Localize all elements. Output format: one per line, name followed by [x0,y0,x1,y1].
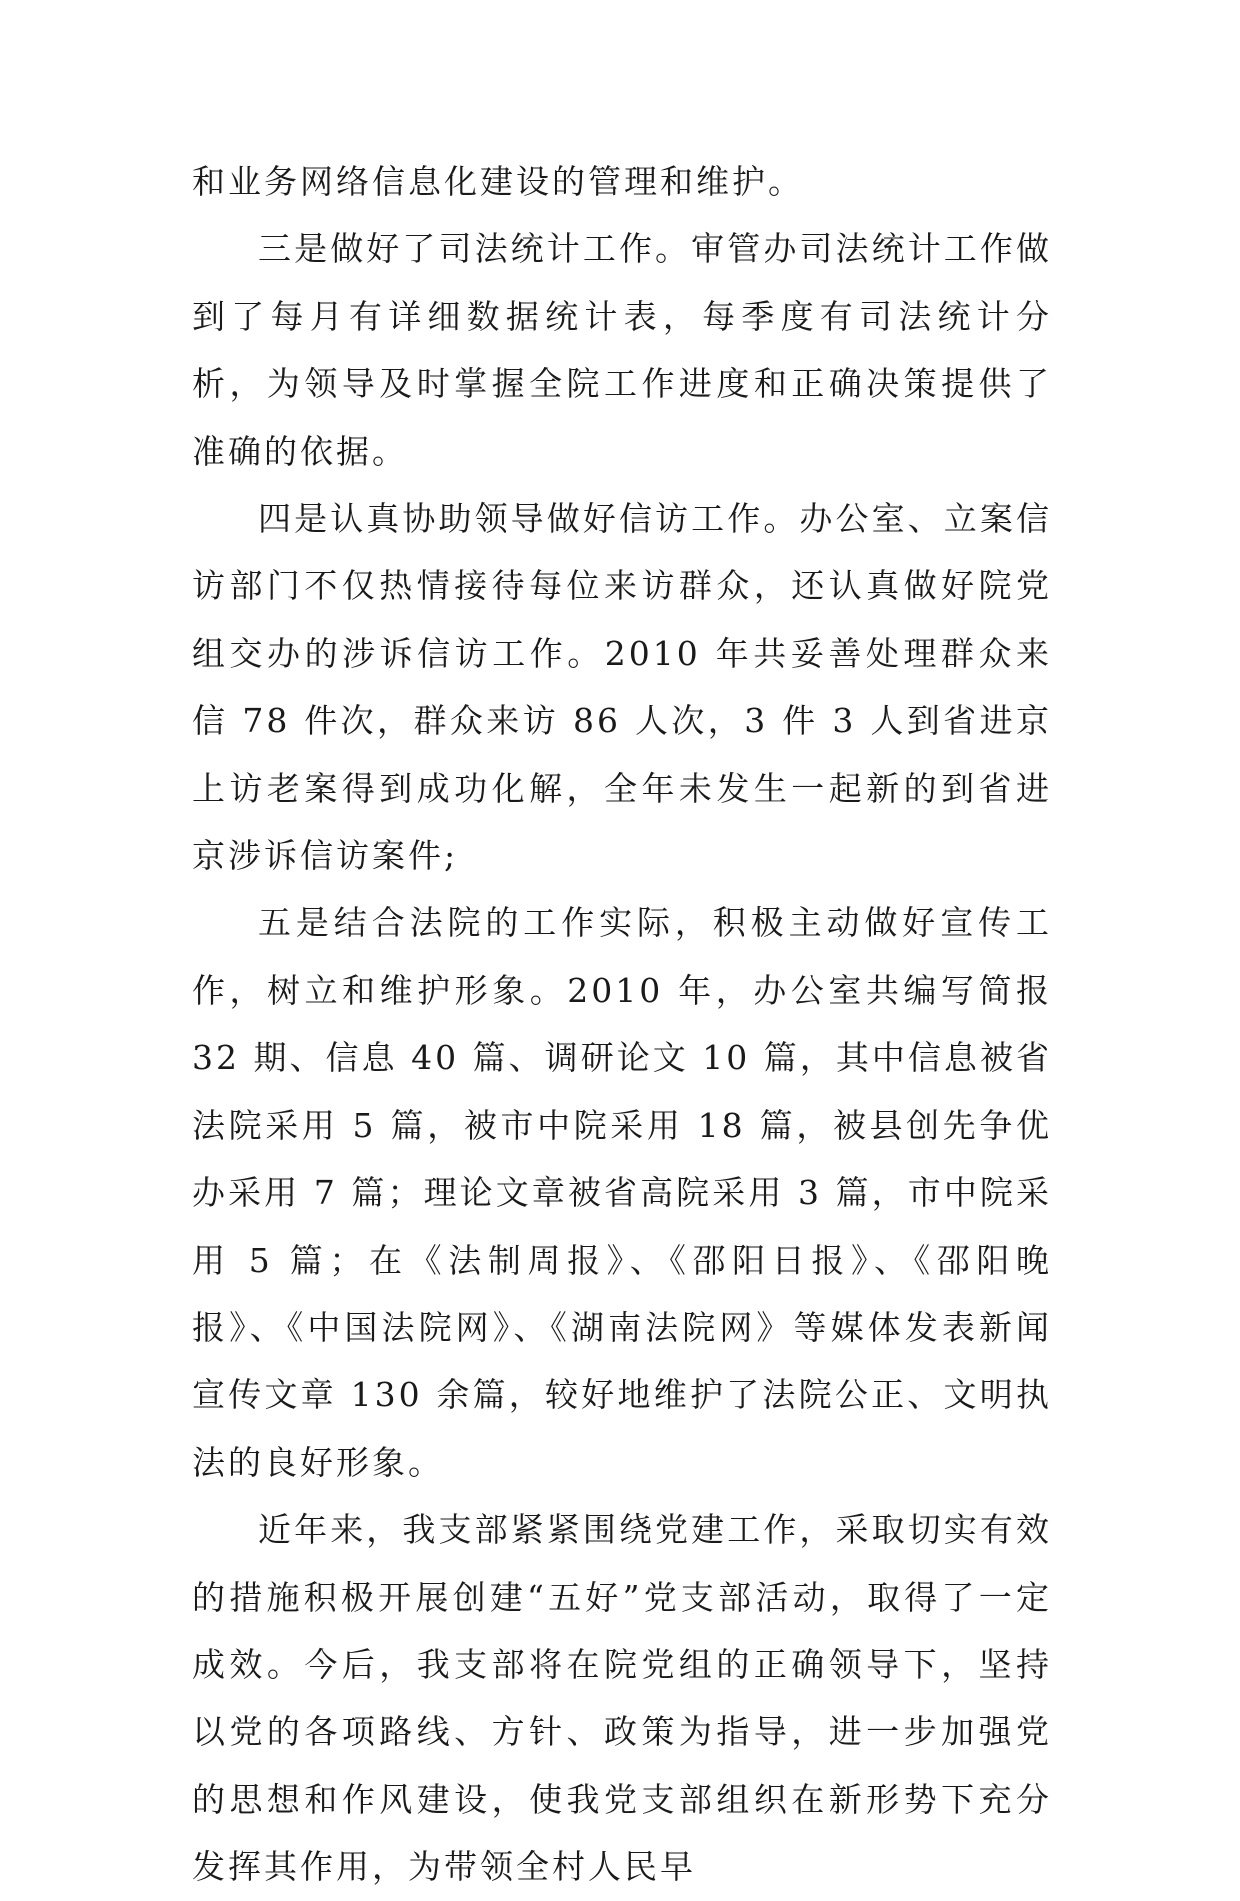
paragraph-petition-work: 四是认真协助领导做好信访工作。办公室、立案信访部门不仅热情接待每位来访群众，还认真做好院党组交办的涉诉信访工作。2010 年共妥善处理群众来信 78 件次，群众来访 86 人次，3 件 3 人到省进京上访老案得到成功化解，全年未发生一起新的到省进京涉诉信访案件; [192,499,1052,876]
document-body [192,148,1052,1901]
paragraph-judicial-statistics: 三是做好了司法统计工作。审管办司法统计工作做到了每月有详细数据统计表，每季度有司法统计分析，为领导及时掌握全院工作进度和正确决策提供了准确的依据。 [192,229,1052,471]
paragraph-party-building: 近年来，我支部紧紧围绕党建工作，采取切实有效的措施积极开展创建“五好”党支部活动，取得了一定成效。今后，我支部将在院党组的正确领导下，坚持以党的各项路线、方针、政策为指导，进一步加强党的思想和作风建设，使我党支部组织在新形势下充分发挥其作用，为带领全村人民早 [192,1510,1052,1887]
paragraph-publicity-work: 五是结合法院的工作实际，积极主动做好宣传工作，树立和维护形象。2010 年，办公室共编写简报 32 期、信息 40 篇、调研论文 10 篇，其中信息被省法院采用 5 篇，被市中院采用 18 篇，被县创先争优办采用 7 篇；理论文章被省高院采用 3 篇，市中院采用 5 篇；在《法制周报》、《邵阳日报》、《邵阳晚报》、《中国法院网》、《湖南法院网》等媒体发表新闻宣传文章 130 余篇，较好地维护了法院公正、文明执法的良好形象。 [192,903,1052,1482]
paragraph-continuation: 和业务网络信息化建设的管理和维护。 [192,162,804,201]
